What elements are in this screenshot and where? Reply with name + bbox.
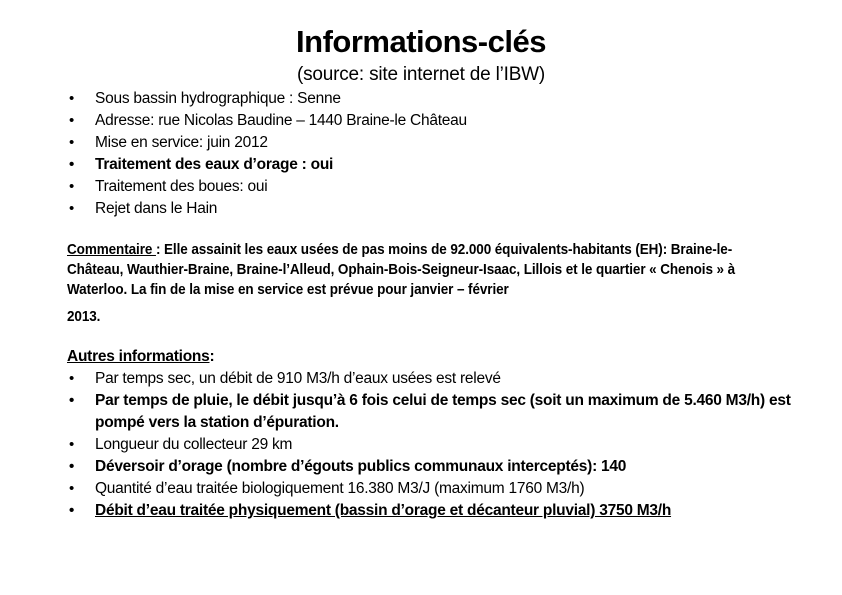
other-info-label: Autres informations [67,348,210,365]
bullet-item: • Déversoir d’orage (nombre d’égouts publics communaux interceptés): 140 [67,456,792,478]
comment-body: Elle assainit les eaux usées de pas moins de 92.000 équivalents-habitants (EH): Braine-le-Château, Wauthier-Braine, Braine-l’Alleud, Ophain-Bois-Seigneur-Isaac, Lillois et le quartier « Chenois » à Waterloo. La fin de la mise en service est prévue pour janvier – février [67,241,736,298]
page-title: Informations-clés [296,24,546,59]
other-info-list [0,368,842,522]
bullet-item: • Sous bassin hydrographique : Senne [67,88,792,110]
bullet-item: • Adresse: rue Nicolas Baudine – 1440 Braine-le Château [67,110,792,132]
other-info-colon: : [209,348,215,365]
comment-separator: : [155,241,165,258]
other-info-heading [67,346,782,368]
comment-label: Commentaire [67,241,156,258]
bullet-item: • Par temps sec, un débit de 910 M3/h d’eaux usées est relevé [67,368,792,390]
bullet-item: • Par temps de pluie, le débit jusqu’à 6 fois celui de temps sec (soit un maximum de 5.460 M3/h) est pompé vers la station d’épuration. [67,390,792,434]
comment-paragraph [67,240,774,328]
key-facts-list [0,88,842,220]
bullet-item: • Quantité d’eau traitée biologiquement 16.380 M3/J (maximum 1760 M3/h) [67,478,792,500]
bullet-item: • Mise en service: juin 2012 [67,132,792,154]
bullet-item: • Rejet dans le Hain [67,198,792,220]
page-subtitle: (source: site internet de l’IBW) [296,64,546,85]
bullet-item: • Débit d’eau traitée physiquement (bassin d’orage et décanteur pluvial) 3750 M3/h [67,500,792,522]
bullet-item: • Traitement des eaux d’orage : oui [67,154,792,176]
bullet-item: • Longueur du collecteur 29 km [67,434,792,456]
comment-tail: 2013. [67,308,101,325]
bullet-item: • Traitement des boues: oui [67,176,792,198]
